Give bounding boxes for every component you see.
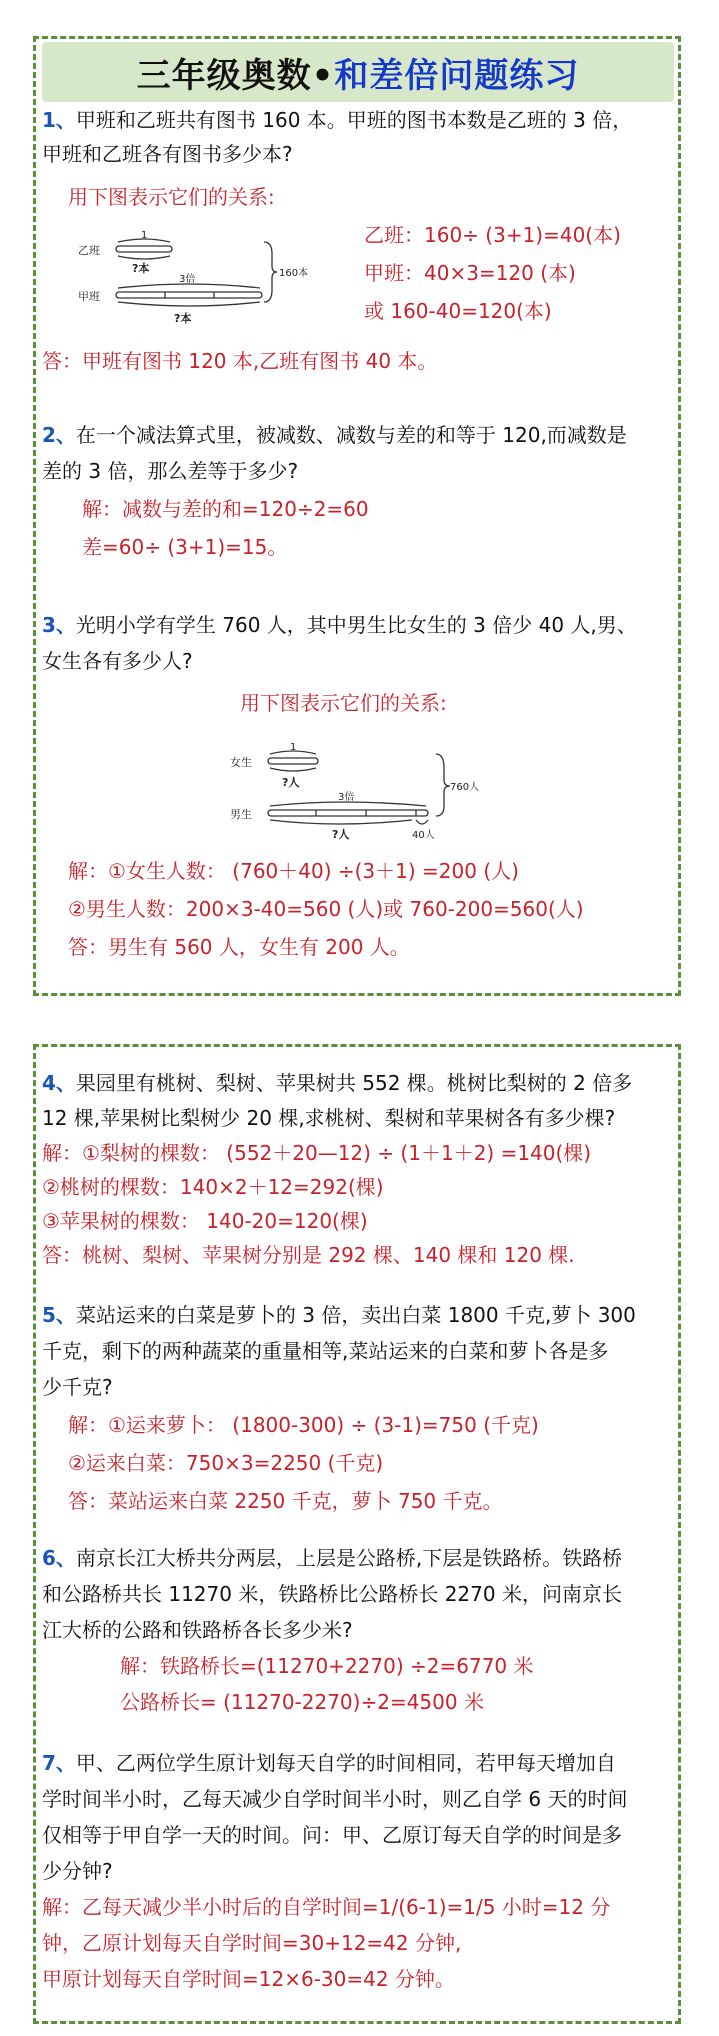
- q7-line3: 仅相等于甲自学一天的时间。问：甲、乙原订每天自学的时间是多: [42, 1823, 622, 1847]
- q5-line1: 5、菜站运来的白菜是萝卜的 3 倍，卖出白菜 1800 千克,萝卜 300: [42, 1303, 636, 1327]
- q2-solution-2: 差=60÷ (3+1)=15。: [82, 535, 288, 559]
- q1-solution-3: 或 160-40=120(本): [364, 299, 552, 323]
- title-main: 三年级奥数•: [136, 55, 335, 96]
- q5-solution-2: ②运来白菜：750×3=2250 (千克): [68, 1451, 384, 1475]
- q3-line2: 女生各有多少人?: [42, 649, 193, 673]
- q1-line2: 甲班和乙班各有图书多少本?: [42, 142, 293, 166]
- q6-line1: 6、南京长江大桥共分两层，上层是公路桥,下层是铁路桥。铁路桥: [42, 1546, 623, 1570]
- q1-total-label: 160本: [279, 268, 309, 279]
- q4-answer: 答：桃树、梨树、苹果树分别是 292 棵、140 棵和 120 棵.: [42, 1243, 575, 1267]
- q7-number: 7、: [42, 1751, 76, 1775]
- q5-number: 5、: [42, 1303, 76, 1327]
- q4-number: 4、: [42, 1071, 76, 1095]
- q5-line2: 千克，剩下的两种蔬菜的重量相等,菜站运来的白菜和萝卜各是多: [42, 1339, 609, 1363]
- q6-solution-2: 公路桥长= (11270-2270)÷2=4500 米: [120, 1690, 484, 1714]
- q3-one-label: 1: [290, 742, 297, 753]
- q4-line1: 4、果园里有桃树、梨树、苹果树共 552 棵。桃树比梨树的 2 倍多: [42, 1071, 633, 1095]
- q3-three-label: 3倍: [338, 792, 355, 803]
- q4-solution-2: ②桃树的棵数：140×2＋12=292(棵): [42, 1175, 384, 1199]
- q2-number: 2、: [42, 423, 76, 447]
- q3-minus-label: 40人: [412, 830, 435, 841]
- q1-solution-2: 甲班：40×3=120 (本): [364, 261, 576, 285]
- q7-solution-1: 解：乙每天减少半小时后的自学时间=1/(6-1)=1/5 小时=12 分: [42, 1895, 611, 1919]
- q6-line3: 江大桥的公路和铁路桥各长多少米?: [42, 1618, 353, 1642]
- q1-row2-label: 甲班: [78, 290, 100, 303]
- q3-row2-label: 男生: [230, 808, 252, 821]
- q1-answer: 答：甲班有图书 120 本,乙班有图书 40 本。: [42, 349, 438, 373]
- q1-three-label: 3倍: [179, 274, 196, 285]
- q6-line2: 和公路桥共长 11270 米，铁路桥比公路桥长 2270 米，问南京长: [42, 1582, 622, 1606]
- q2-solution-1: 解：减数与差的和=120÷2=60: [82, 497, 369, 521]
- q1-solution-1: 乙班：160÷ (3+1)=40(本): [364, 223, 621, 247]
- q3-total-label: 760人: [450, 782, 480, 793]
- title-topic: 和差倍问题练习: [334, 55, 580, 96]
- q3-row1-label: 女生: [230, 756, 252, 769]
- q3-q1-label: ?人: [282, 776, 300, 789]
- q7-line1: 7、甲、乙两位学生原计划每天自学的时间相同，若甲每天增加自: [42, 1751, 616, 1775]
- q5-line3: 少千克?: [42, 1375, 113, 1399]
- q3-hint: 用下图表示它们的关系:: [240, 691, 447, 715]
- q1-number: 1、: [42, 108, 76, 132]
- q1-diagram: [74, 224, 309, 330]
- q3-diagram: [228, 736, 480, 848]
- q3-answer: 答：男生有 560 人，女生有 200 人。: [68, 935, 410, 959]
- q1-line1: 1、甲班和乙班共有图书 160 本。甲班的图书本数是乙班的 3 倍，: [42, 108, 633, 132]
- q7-line2: 学时间半小时，乙每天减少自学时间半小时，则乙自学 6 天的时间: [42, 1787, 628, 1811]
- q6-solution-1: 解：铁路桥长=(11270+2270) ÷2=6770 米: [120, 1654, 534, 1678]
- page-title: [42, 42, 674, 102]
- q1-one-label: 1: [141, 230, 148, 241]
- q5-answer: 答：菜站运来白菜 2250 千克，萝卜 750 千克。: [68, 1489, 503, 1513]
- q7-line4: 少分钟?: [42, 1859, 113, 1883]
- q4-solution-3: ③苹果树的棵数： 140-20=120(棵): [42, 1209, 368, 1233]
- q1-row1-label: 乙班: [78, 244, 100, 257]
- q3-solution-1: 解：①女生人数： (760＋40) ÷(3＋1) =200 (人): [68, 859, 519, 883]
- q2-line2: 差的 3 倍，那么差等于多少?: [42, 459, 299, 483]
- q4-solution-1: 解：①梨树的棵数： (552＋20—12) ÷ (1＋1＋2) =140(棵): [42, 1141, 592, 1165]
- q2-line1: 2、在一个减法算式里，被减数、减数与差的和等于 120,而减数是: [42, 423, 627, 447]
- q1-hint: 用下图表示它们的关系:: [68, 185, 275, 209]
- q7-solution-3: 甲原计划每天自学时间=12×6-30=42 分钟。: [42, 1967, 455, 1991]
- q4-line2: 12 棵,苹果树比梨树少 20 棵,求桃树、梨树和苹果树各有多少棵?: [42, 1106, 616, 1130]
- q3-solution-2: ②男生人数：200×3-40=560 (人)或 760-200=560(人): [68, 897, 584, 921]
- q3-number: 3、: [42, 613, 76, 637]
- q6-number: 6、: [42, 1546, 76, 1570]
- q7-solution-2: 钟，乙原计划每天自学时间=30+12=42 分钟,: [42, 1931, 462, 1955]
- q1-q1-label: ?本: [132, 262, 150, 275]
- q5-solution-1: 解：①运来萝卜： (1800-300) ÷ (3-1)=750 (千克): [68, 1413, 539, 1437]
- q1-q2-label: ?本: [174, 312, 192, 325]
- q3-line1: 3、光明小学有学生 760 人，其中男生比女生的 3 倍少 40 人,男、: [42, 613, 637, 637]
- q3-q2-label: ?人: [332, 828, 350, 841]
